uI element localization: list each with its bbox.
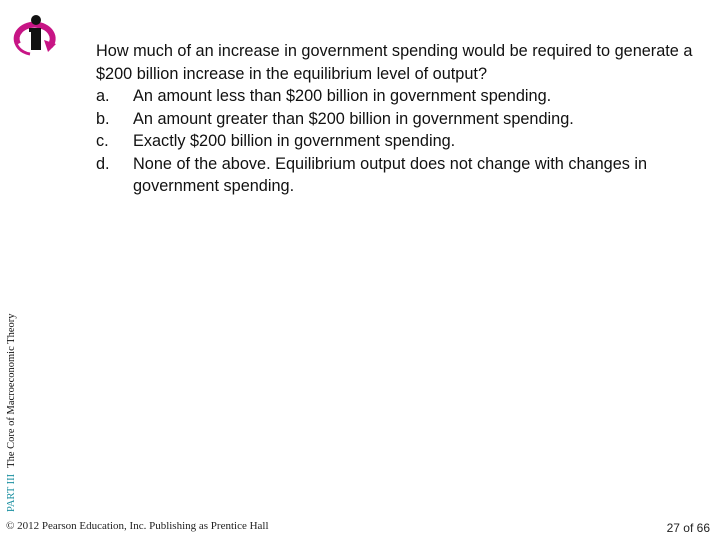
answer-option-a [96, 85, 696, 108]
answer-letter: d. [96, 154, 110, 173]
question-text: How much of an increase in government spending would be required to generate a $200 billion increase in the equilibrium level of output? [96, 42, 693, 83]
answer-option-d [96, 153, 696, 198]
answer-letter: c. [96, 132, 109, 150]
part-label: PART III [6, 473, 17, 512]
section-sidebar-label [6, 313, 17, 512]
part-title: The Core of Macroeconomic Theory [6, 313, 17, 468]
answer-text: An amount less than $200 billion in government spending. [133, 87, 552, 105]
answer-text: None of the above. Equilibrium output does not change with changes in government spending. [133, 154, 648, 195]
answer-option-c [96, 130, 696, 153]
answer-text: An amount greater than $200 billion in government spending. [133, 109, 574, 128]
answer-letter: b. [96, 109, 110, 128]
answer-list [96, 85, 696, 198]
answer-option-b [96, 108, 696, 131]
info-icon [10, 14, 60, 58]
copyright-footer: © 2012 Pearson Education, Inc. Publishing as Prentice Hall [6, 520, 269, 532]
answer-text: Exactly $200 billion in government spending. [133, 132, 456, 150]
page-number: 27 of 66 [666, 521, 710, 535]
answer-letter: a. [96, 87, 110, 105]
question-block [96, 40, 696, 198]
